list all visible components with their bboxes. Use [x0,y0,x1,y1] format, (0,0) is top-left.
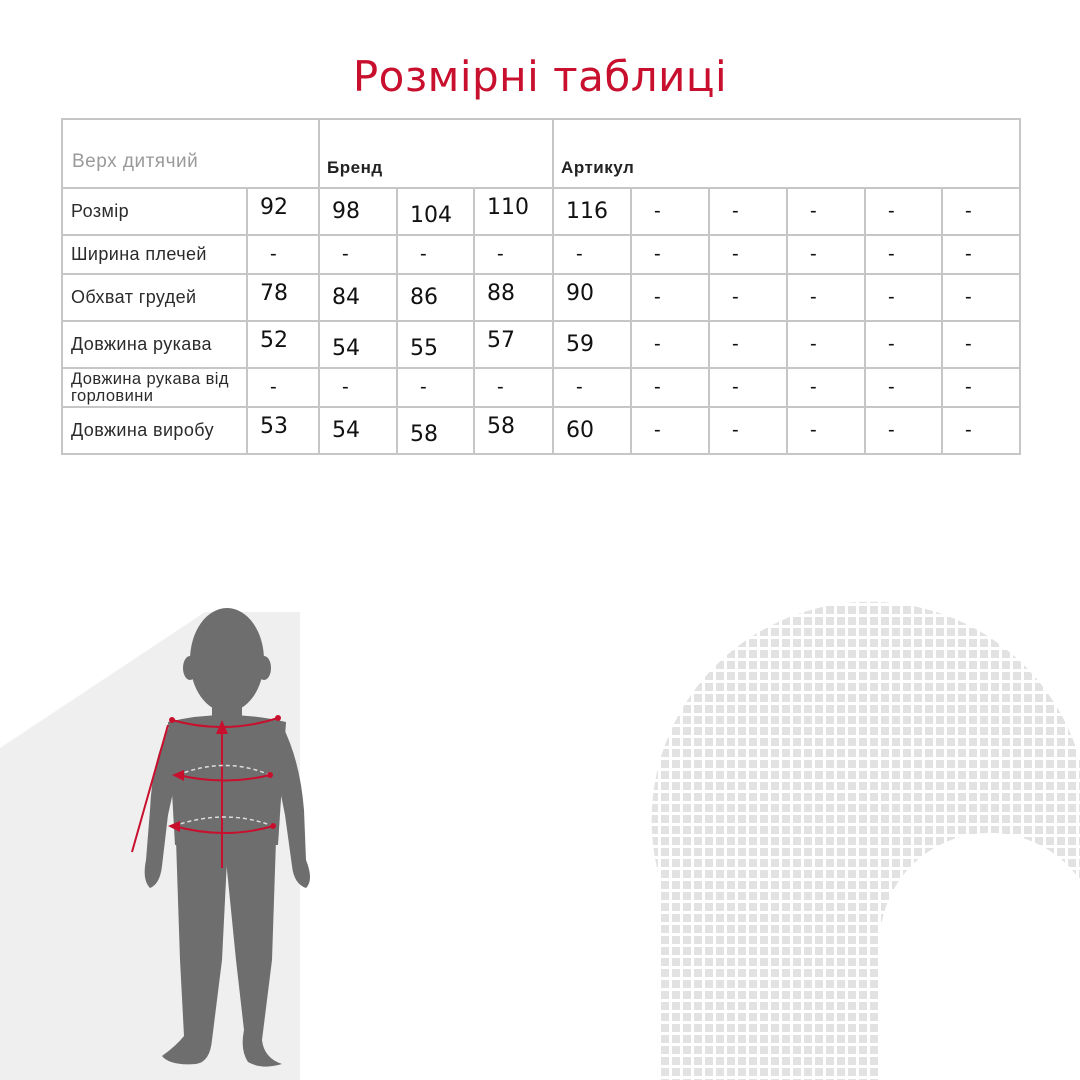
table-cell: - [787,274,865,321]
category-header: Верх дитячий [62,119,319,188]
table-cell: 54 [319,321,397,368]
table-cell: - [787,235,865,274]
table-cell: - [942,407,1020,454]
table-cell: 78 [247,274,319,321]
table-cell: 98 [319,188,397,235]
table-cell: - [709,274,787,321]
table-cell: - [942,274,1020,321]
table-cell: - [709,188,787,235]
table-cell: 57 [474,321,553,368]
table-cell: - [787,368,865,407]
row-label: Обхват грудей [62,274,247,321]
table-cell: 92 [247,188,319,235]
brand-header: Бренд [319,119,553,188]
table-cell: 58 [474,407,553,454]
row-label: Розмір [62,188,247,235]
table-cell: 104 [397,188,474,235]
table-cell: - [631,407,709,454]
table-cell: 86 [397,274,474,321]
table-cell: - [865,235,942,274]
table-cell: - [865,274,942,321]
table-cell: - [787,321,865,368]
table-cell: 110 [474,188,553,235]
table-cell: - [319,235,397,274]
table-cell: - [631,235,709,274]
article-header: Артикул [553,119,1020,188]
table-cell: - [397,235,474,274]
table-cell: - [631,368,709,407]
table-cell: - [709,407,787,454]
table-cell: - [942,321,1020,368]
table-cell: - [319,368,397,407]
table-cell: 116 [553,188,631,235]
table-cell: - [553,235,631,274]
table-cell: - [787,188,865,235]
table-cell: - [474,235,553,274]
row-label: Довжина рукава [62,321,247,368]
table-cell: - [942,368,1020,407]
table-cell: 84 [319,274,397,321]
table-cell: 59 [553,321,631,368]
table-cell: - [631,188,709,235]
table-cell: 53 [247,407,319,454]
table-cell: 52 [247,321,319,368]
table-cell: - [709,368,787,407]
table-cell: - [865,407,942,454]
row-label: Ширина плечей [62,235,247,274]
table-cell: 60 [553,407,631,454]
table-cell: 55 [397,321,474,368]
table-cell: - [709,235,787,274]
table-cell: 58 [397,407,474,454]
table-cell: 90 [553,274,631,321]
table-cell: - [553,368,631,407]
page-title: Розмірні таблиці [352,52,728,101]
table-cell: - [865,188,942,235]
row-label: Довжина рукава від горловини [62,368,247,407]
table-cell: - [247,235,319,274]
table-cell: 54 [319,407,397,454]
table-cell: - [787,407,865,454]
table-cell: - [865,368,942,407]
table-cell: - [709,321,787,368]
table-cell: - [865,321,942,368]
table-cell: - [247,368,319,407]
table-cell: - [631,321,709,368]
table-cell: - [942,188,1020,235]
table-cell: - [942,235,1020,274]
row-label: Довжина виробу [62,407,247,454]
table-cell: - [397,368,474,407]
table-cell: 88 [474,274,553,321]
table-cell: - [474,368,553,407]
table-cell: - [631,274,709,321]
